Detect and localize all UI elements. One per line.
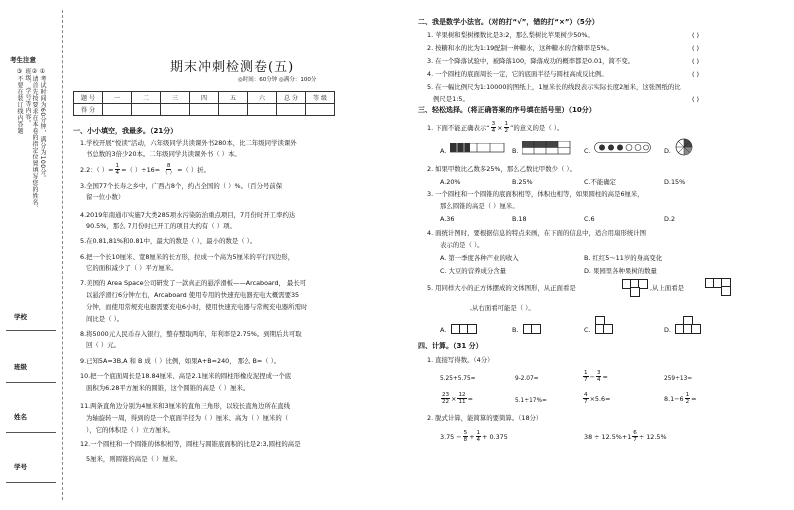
q8-line2: 回（ ）元。: [86, 341, 120, 349]
exam-meta: ◎时间：60分钟 ◎满分：100分: [238, 77, 317, 83]
judge-1-answer[interactable]: ( ): [692, 31, 700, 39]
page-title: 期末冲刺检测卷(五): [170, 60, 295, 75]
option-d-cube: [691, 324, 701, 334]
score-table: [73, 91, 335, 116]
school-line[interactable]: [6, 330, 56, 331]
choice-3-line1: 3. 一个圆柱和一个圆锥的底面积相等，体积也相等，如果圆柱的高是6厘米，: [427, 190, 644, 198]
binding-line: [62, 10, 63, 500]
score-header-cell: 总 分: [277, 92, 306, 104]
fraction: $\frac{1}{2}$: [504, 121, 509, 134]
section-2-heading: 二、我是数学小法官。（对的打“√”，错的打“×”）（5分）: [418, 18, 599, 26]
judge-4-answer[interactable]: ( ): [692, 70, 700, 78]
score-cell[interactable]: [248, 104, 277, 116]
q10-line2: 面积为6.28平方厘米的圆锥，这个圆锥的高是（ ）厘米。: [86, 384, 250, 392]
calc-eq: =: [602, 372, 608, 381]
choice-3-option-c[interactable]: C.6: [584, 215, 595, 223]
option-c-circles-icon: [594, 142, 652, 154]
score-cell[interactable]: [190, 104, 219, 116]
q9: 9.已知5A=3B,A 和 B 成（ ）比例，如果A+B=240， 那么 B=（ ）。: [80, 357, 281, 365]
q8-line1: 8.将5000元人民币存入银行，整存整取两年，年利率是2.75%。到期后共可取: [80, 330, 302, 338]
student-id-label: 学号: [14, 463, 27, 471]
school-label: 学校: [14, 313, 27, 321]
fraction: $\frac{8}{( )}$: [162, 163, 176, 176]
score-header-cell: 题 号: [74, 92, 103, 104]
section-4-heading: 四、计算。（31 分）: [418, 342, 483, 350]
score-cell[interactable]: [219, 104, 248, 116]
q11-line1: 11.两条直角边分别为4厘米和3厘米的直角三角形，以较长直角边所在直线: [80, 402, 291, 410]
score-header-cell: 五: [219, 92, 248, 104]
choice-4-option-a[interactable]: A. 第一季度各种产业的收入: [440, 254, 519, 262]
judge-2-answer[interactable]: ( ): [692, 44, 700, 52]
calc-item-mixed: 8.1−6 $\frac{1}{2}$ =: [664, 392, 697, 405]
option-b-grid-icon: [522, 141, 572, 155]
q4-line2: 90.5%，那么 7月份时已开工的项目大约有（ ）项。: [86, 222, 236, 230]
fraction: $\frac{23}{22}$: [442, 392, 450, 405]
q2-pre: 2.2：（ ）=: [80, 165, 114, 174]
fraction: $\frac{6}{7}$: [633, 430, 637, 443]
fraction: $\frac{1}{4}$: [115, 163, 120, 176]
score-header-cell: 四: [190, 92, 219, 104]
q10-line1: 10.把一个底面周长是18.84厘米、高是2.1厘米的圆柱形橡皮泥捏成一个底: [80, 372, 292, 380]
choice-2-option-c[interactable]: C.不能确定: [584, 178, 617, 186]
q5: 5.在0.81,81%和0.81中，最大的数是（ ），最小的数是（ ）。: [80, 237, 257, 245]
score-cell[interactable]: [132, 104, 161, 116]
calc-item-frac-times: [582, 392, 610, 405]
fraction: $\frac{1}{2}$: [685, 392, 690, 405]
judge-5-answer[interactable]: ( ): [692, 95, 700, 103]
choice-3-line2: 那么圆锥的高是（ ）厘米。: [440, 202, 519, 210]
judge-5-line1: 5. 在一幅比例尺为1:10000的图纸上，1厘米长的线段表示实际长度2厘米，这张图纸的比: [427, 83, 681, 91]
notice-item-1: ③不要在装订线内答题: [16, 68, 23, 134]
calc-2-title: 2. 脱式计算，能简算的要简算。（18分）: [427, 414, 543, 422]
choice-2-option-b[interactable]: B.25%: [512, 178, 533, 186]
score-cell[interactable]: [103, 104, 132, 116]
notice-item-3: ①考试时间为60分钟，满分为100分。: [39, 68, 46, 182]
option-d-pie-icon: [675, 138, 693, 156]
id-line[interactable]: [6, 482, 56, 483]
front-view-cube: [630, 287, 640, 297]
score-header-cell: 一: [103, 92, 132, 104]
choice-5-option-b[interactable]: B.: [512, 326, 519, 334]
judge-2: 2. 按糖和水的比为1:19配制一种糖水，这种糖水的含糖率是5%。: [427, 44, 613, 52]
choice-3-option-b[interactable]: B.18: [512, 215, 527, 223]
choice-5-option-a[interactable]: A.: [440, 326, 447, 334]
score-header-cell: 二: [132, 92, 161, 104]
choice-3-option-d[interactable]: D.2: [664, 215, 676, 223]
choice-1-option-c[interactable]: C.: [584, 147, 591, 155]
section-1-heading: 一、小小填空，我最多。（21分）: [73, 127, 178, 135]
choice-1-option-b[interactable]: B.: [512, 147, 519, 155]
score-row-label: 得 分: [74, 104, 103, 116]
q12-line1: 12.一个圆柱和一个圆锥的体积相等，圆柱与圆锥底面积的比是2:3,圆柱的高是: [80, 440, 301, 448]
q7-line4: 间比是（ ）。: [86, 315, 124, 323]
calc-text: ÷ 12.5%: [638, 432, 667, 441]
option-a-shaded-bar-icon: [450, 143, 506, 153]
choice-4-option-c[interactable]: C. 大豆的营养成分含量: [440, 267, 507, 275]
calc-2-expression-b: [584, 430, 667, 443]
q1-line2: 书总数的3倍少20本。二年级同学共读课外书（ ）本。: [86, 150, 241, 158]
choice-2-option-d[interactable]: D.15%: [664, 178, 686, 186]
choice-5-line1: 5. 用同样大小的正方体摆成的文体图形，从正面看是: [427, 284, 576, 292]
score-header-cell: 等 级: [306, 92, 335, 104]
q11-line3: ），它的体积是（ ）立方厘米。: [86, 426, 175, 434]
score-cell[interactable]: [277, 104, 306, 116]
notice-item-2: ②请首先按要求在本卷的指定位置填写您的姓名、班级、学号等内容。: [24, 68, 38, 212]
notice-title: 考生注意: [10, 56, 36, 64]
judge-3: 3. 在一个降落试验中，被降落100，降落成功的概率都是0.01，简不变。: [427, 57, 635, 65]
calc-item: 9-2.07=: [515, 376, 539, 382]
name-line[interactable]: [6, 432, 56, 433]
choice-2-option-a[interactable]: A.20%: [440, 178, 461, 186]
choice-5-option-c[interactable]: C.: [584, 326, 591, 334]
option-b-cube: [531, 324, 541, 334]
choice-4-line1: 4. 面统计图时，要根据信息的特点来画，在下面的信息中，适合用扇形统计图: [427, 229, 647, 237]
choice-4-line2: 表示的是（ ）。: [440, 241, 484, 249]
judge-3-answer[interactable]: ( ): [692, 57, 700, 65]
choice-4-option-d[interactable]: D. 果园里各种果树的数量: [584, 267, 657, 275]
calc-text: ×5.6=: [589, 394, 611, 403]
calc-2-expression-a: 3.75 − $\frac{5}{8}$ + $\frac{1}{4}$ + 0.375: [440, 430, 508, 443]
q7-line3: 分钟，而使用常规充电器需要充电6小时，使用快速充电器与常规充电器所需时: [86, 303, 308, 311]
class-line[interactable]: [6, 382, 56, 383]
calc-item: 5.1÷17%=: [515, 398, 547, 404]
score-header-cell: 六: [248, 92, 277, 104]
class-label: 班级: [14, 363, 27, 371]
section-3-heading: 三、轻松选择。（将正确答案的序号填在括号里）（10分）: [418, 106, 596, 114]
calc-item: 259÷13≈: [664, 376, 693, 382]
q12-line2: 5厘米，则圆锥的高是（ ）厘米。: [86, 455, 182, 463]
calc-text: 3.75 −: [440, 432, 462, 441]
fraction: $\frac{5}{8}$: [463, 430, 468, 443]
choice-5-top-view-text: ,从上面看是: [650, 284, 684, 292]
calc-text: 8.1−6: [664, 394, 684, 403]
q11-line2: 为轴旋转一周，得到的是一个底面半径为（ ）厘米、高为（ ）厘米的（: [86, 414, 289, 422]
choice-4-option-b[interactable]: B. 红红5～11岁的身高变化: [584, 254, 663, 262]
choice-5-line2: ,从右面看可能是（ ）。: [470, 304, 535, 312]
calc-text: 38 ÷ 12.5%+1: [584, 432, 632, 441]
fraction: $\frac{1}{4}$: [476, 430, 481, 443]
q1-line1: 1.学校开展“悦读”活动，六年级同学共读课外书280本，比二年级同学读课外: [80, 139, 297, 147]
judge-5-line2: 例尺是1:5。: [433, 95, 469, 103]
calc-item-frac-sub: $\frac{1}{7}$ − $\frac{3}{4}$ =: [584, 370, 608, 383]
calc-item-frac-mul: $\frac{23}{22}$ × $\frac{12}{11}$ =: [442, 392, 473, 405]
choice-3-option-a[interactable]: A.36: [440, 215, 455, 223]
q7-line2: 以悬浮滑行6分钟左右，Arcaboard 使用专用的快速充电器充电大概需要35: [86, 291, 300, 299]
score-header-cell: 三: [161, 92, 190, 104]
q2-post: =（ ）折。: [177, 165, 211, 174]
q2: [80, 163, 210, 176]
choice-1: 1. 下面不能正确表示“ $\frac{3}{4}$ × $\frac{1}{2}$ ”的意义的是（ ）。: [427, 121, 564, 134]
choice-2: 2. 如果甲数比乙数多25%，那么乙数比甲数少（ ）。: [427, 165, 576, 173]
choice-1-option-a[interactable]: A.: [440, 147, 447, 155]
q6-line1: 6.把一个长10厘米、宽8厘米的长方形，拉成一个高为5厘米的平行四边形，: [80, 253, 295, 261]
q6-line2: 它的面积减少了（ ）平方厘米。: [86, 264, 178, 272]
q7-line1: 7.美国的 Area Space公司研发了一款真正的悬浮滑板——Arcaboard， 最长可: [80, 279, 307, 287]
score-cell[interactable]: [161, 104, 190, 116]
judge-1: 1. 苹果树和梨树棵数比是3:2，那么梨树比苹果树少50%。: [427, 31, 594, 39]
choice-5-option-d[interactable]: D.: [664, 326, 671, 334]
top-view-cube: [721, 286, 731, 296]
judge-4: 4. 一个圆柱的底面周长一定，它的底面半径与圆柱高成反比例。: [427, 70, 608, 78]
option-a-cube: [467, 324, 477, 334]
score-cell[interactable]: [306, 104, 335, 116]
fraction: $\frac{12}{11}$: [458, 392, 466, 405]
choice-1-pre: 1. 下面不能正确表示“: [427, 123, 490, 132]
fraction: $\frac{3}{4}$: [596, 370, 601, 383]
name-label: 姓名: [14, 413, 27, 421]
calc-1-title: 1. 直接写得数。（4分）: [427, 356, 494, 364]
choice-1-option-d[interactable]: D.: [664, 147, 671, 155]
fraction: $\frac{4}{7}$: [584, 392, 588, 405]
q4-line1: 4.2019年南通市实施7大类285项水污染防治重点项目，7月份时开工率约达: [80, 211, 296, 219]
option-c-cube: [603, 324, 613, 334]
calc-text: + 0.375: [482, 432, 508, 441]
choice-1-post: ”的意义的是（ ）。: [510, 123, 564, 132]
q3-line2: 留一位小数）: [86, 193, 125, 201]
calc-item: 5.25+5.75=: [440, 376, 476, 382]
calc-eq: =: [467, 394, 473, 403]
fraction: $\frac{1}{7}$: [584, 370, 588, 383]
q2-mid: =（ ）÷16=: [121, 165, 161, 174]
q3-line1: 3.全国77个长寿之乡中，广西占8个，约占全国的（ ）%。（百分号前保: [80, 182, 283, 190]
notice-block: [16, 68, 46, 218]
fraction: $\frac{3}{4}$: [491, 121, 496, 134]
